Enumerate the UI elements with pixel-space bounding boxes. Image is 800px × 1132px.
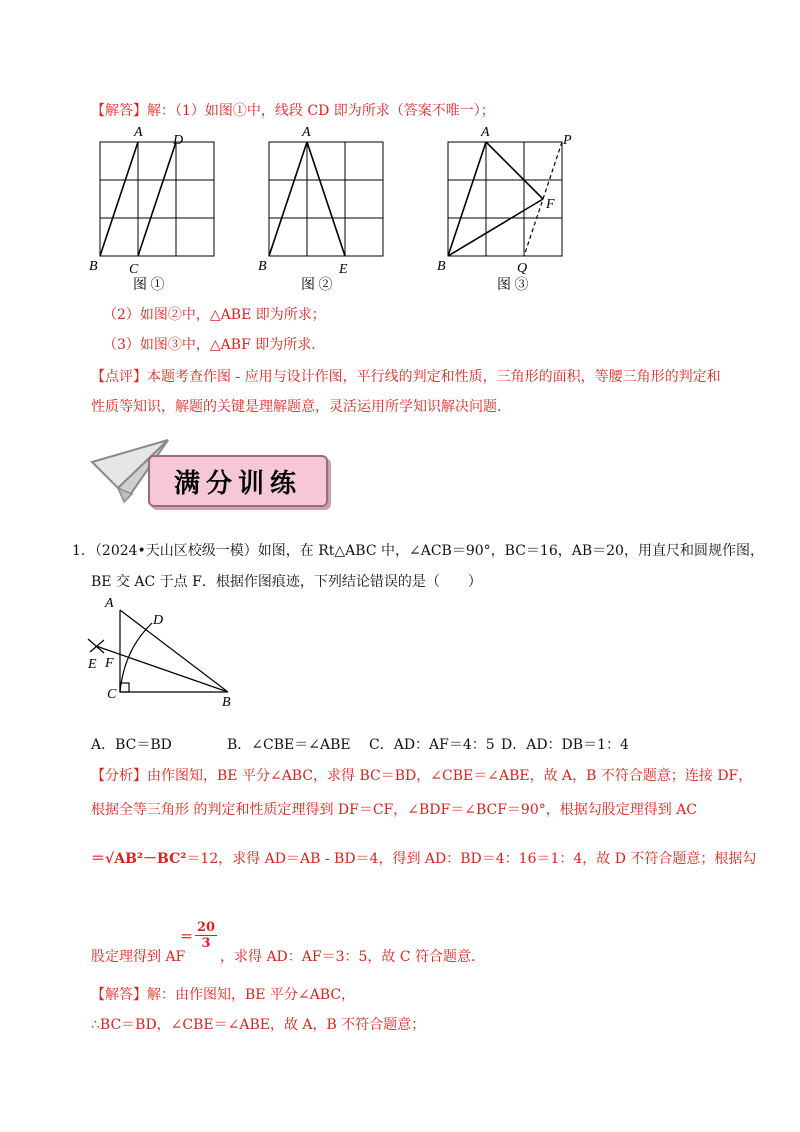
answer-line-3: （3）如图③中，△ABF 即为所求． [103,337,326,353]
q1-label-B: B [222,695,231,710]
fig2-label-A: A [302,125,311,140]
analysis-text-1: 由作图知，BE 平分∠ABC，求得 BC＝BD，∠CBE＝∠ABE，故 A，B 不符合题意；连接 DF， [147,768,753,784]
answer-line-2: （2）如图②中，△ABE 即为所求； [103,307,326,323]
q1-option-b: B．∠CBE＝∠ABE [227,737,351,753]
q1-label-A: A [105,596,114,611]
answer-text-1: 解：（1）如图①中，线段 CD 即为所求（答案不唯一）； [147,103,495,119]
segment-BE [96,646,228,692]
comment-line-2: 性质等知识，解题的关键是理解题意，灵活运用所学知识解决问题． [91,399,511,415]
solution-text-1: 解：由作图知，BE 平分∠ABC， [147,987,356,1003]
fig1-caption: 图 ① [133,278,165,293]
fraction-numerator: 20 [197,920,216,935]
solution-line-2: ∴BC＝BD，∠CBE＝∠ABE，故 A，B 不符合题意； [91,1017,426,1033]
q1-option-a: A．BC＝BD [91,737,172,753]
fig2-caption: 图 ② [301,278,333,293]
analysis-tag: 【分析】 [91,768,147,784]
solution-line-1 [91,984,355,1004]
q1-label-F: F [105,656,114,671]
q1-label-D: D [153,613,164,628]
analysis-line-4a: 股定理得到 AF [91,949,186,965]
analysis-line-2: 根据全等三角形 的判定和性质定理得到 DF＝CF，∠BDF＝∠BCF＝90°，根据勾股定理得到 AC [91,802,698,818]
fraction-denominator: 3 [201,936,211,951]
analysis-line-3 [91,848,756,868]
fig2-label-B: B [258,259,267,274]
fraction: ＝ $\frac{20}{3}$ [180,920,216,951]
fig3-label-Q: Q [517,261,528,276]
fig3-label-B: B [437,259,446,274]
q1-label-C: C [107,687,117,702]
banner-title: 满分训练 [148,455,328,507]
fig1-label-A: A [134,125,143,140]
answer-tag: 【解答】 [91,103,147,119]
fig1-label-C: C [129,262,139,277]
sqrt-formula: ＝√AB²－BC² [91,851,187,867]
comment-text-1: 本题考查作图 - 应用与设计作图，平行线的判定和性质，三角形的面积，等腰三角形的判定和 [147,369,721,385]
fig1-label-D: D [173,133,184,148]
fig3-caption: 图 ③ [497,278,529,293]
q1-option-d: D．AD：DB＝1：4 [501,737,629,753]
analysis-text-3: ＝12，求得 AD＝AB - BD＝4，得到 AD：BD＝4：16＝1：4，故 D 不符合题意；根据勾 [186,851,757,867]
q1-option-c: C．AD：AF＝4：5 [369,737,495,753]
solution-tag: 【解答】 [91,987,147,1003]
fig2-label-E: E [339,262,348,277]
q1-line-2: BE 交 AC 于点 F．根据作图痕迹，下列结论错误的是（ ） [91,574,482,590]
q1-label-E: E [88,657,97,672]
segment-AB [120,610,228,692]
fig1-label-B: B [89,259,98,274]
arc-CD [120,623,152,692]
analysis-line-4b: ，求得 AD：AF＝3：5，故 C 符合题意． [220,949,486,965]
fig3-label-P: P [563,133,572,148]
comment-tag: 【点评】 [91,369,147,385]
q1-line-1: 1．（2024•天山区校级一模）如图，在 Rt△ABC 中，∠ACB＝90°，BC＝16，AB＝20，用直尺和圆规作图， [72,543,764,559]
analysis-line-1 [91,765,752,785]
fig3-label-A: A [481,125,490,140]
fig3-label-F: F [546,197,555,212]
